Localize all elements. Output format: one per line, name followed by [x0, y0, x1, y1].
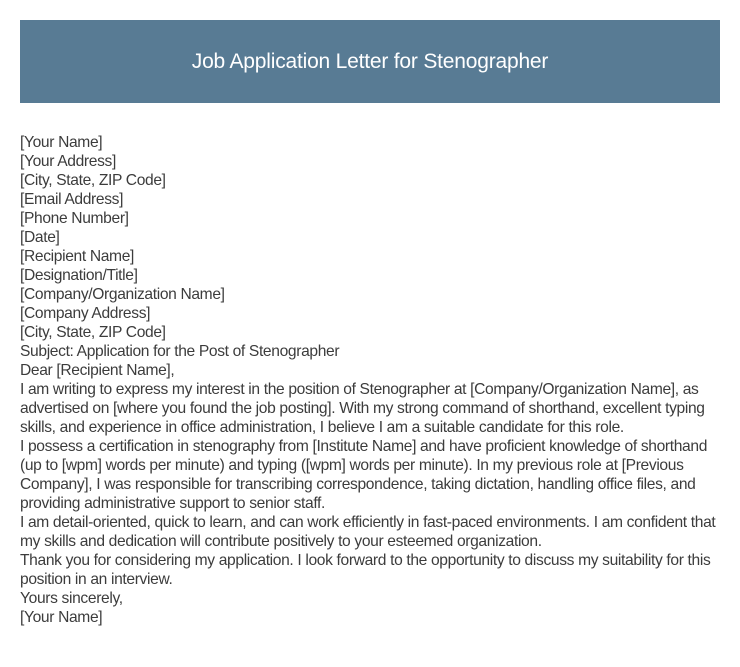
letter-salutation: Dear [Recipient Name],	[20, 362, 175, 379]
body-paragraph-qualifications: I possess a certification in stenography from [Institute Name] and have proficient knowledge of shorthand (up to [wpm] words per minute) and typing ([wpm] words per minute). In my previous role at [Previous Company], I was responsible for transcribing correspondence, taking dictation, handling office files, and providing administrative support to senior staff.	[20, 438, 708, 512]
sender-name: [Your Name]	[20, 134, 103, 151]
recipient-address: [Company Address]	[20, 305, 151, 322]
letter-date: [Date]	[20, 229, 60, 246]
recipient-city-state-zip: [City, State, ZIP Code]	[20, 324, 166, 341]
recipient-designation: [Designation/Title]	[20, 267, 138, 284]
recipient-name: [Recipient Name]	[20, 248, 135, 265]
sender-address: [Your Address]	[20, 153, 116, 170]
recipient-company: [Company/Organization Name]	[20, 286, 225, 303]
letter-signature: [Your Name]	[20, 609, 103, 626]
sender-email: [Email Address]	[20, 191, 124, 208]
letter-closing: Yours sincerely,	[20, 590, 123, 607]
letter-body	[20, 133, 720, 627]
body-paragraph-strengths: I am detail-oriented, quick to learn, and can work efficiently in fast-paced environments. I am confident that my skills and dedication will contribute positively to your esteemed organization.	[20, 514, 716, 550]
body-paragraph-thanks: Thank you for considering my application. I look forward to the opportunity to discuss my suitability for this position in an interview.	[20, 552, 711, 588]
sender-city-state-zip: [City, State, ZIP Code]	[20, 172, 166, 189]
body-paragraph-interest: I am writing to express my interest in the position of Stenographer at [Company/Organization Name], as advertised on [where you found the job posting]. With my strong command of shorthand, excellent typing skills, and experience in office administration, I believe I am a suitable candidate for this role.	[20, 381, 705, 436]
sender-block	[20, 133, 720, 228]
sender-phone: [Phone Number]	[20, 210, 129, 227]
page-title: Job Application Letter for Stenographer	[191, 49, 549, 73]
letter-subject: Subject: Application for the Post of Stenographer	[20, 343, 340, 360]
title-banner	[20, 20, 720, 103]
recipient-block	[20, 247, 720, 342]
